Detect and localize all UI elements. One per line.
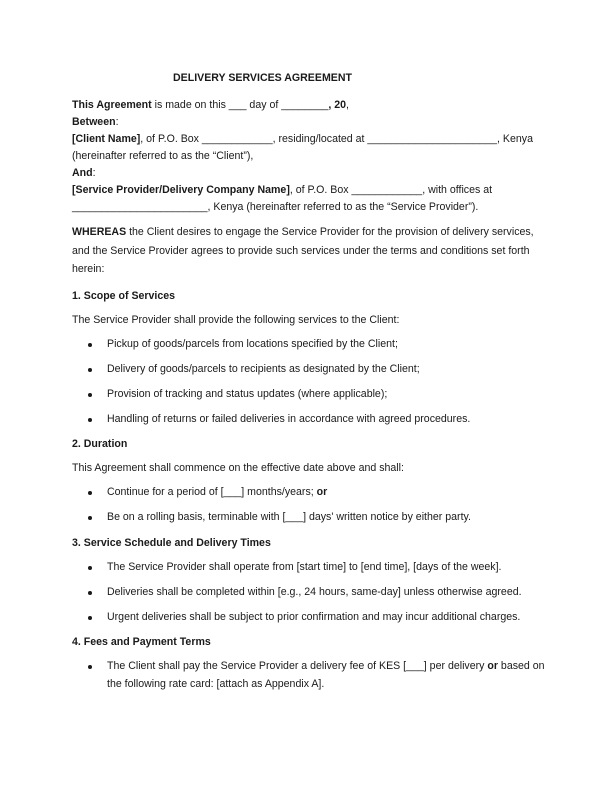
list-item-text: Handling of returns or failed deliveries in accordance with agreed procedures. bbox=[107, 412, 471, 425]
or-label: or bbox=[316, 486, 328, 498]
client-party-line bbox=[72, 131, 547, 148]
list-item-text: The Service Provider shall operate from [start time] to [end time], [days of the week]. bbox=[107, 560, 502, 573]
list-item bbox=[72, 584, 547, 602]
agreement-date-text: is made on this ___ day of ________ bbox=[151, 99, 329, 111]
agreement-label: This Agreement bbox=[72, 99, 152, 111]
bullet-icon bbox=[88, 566, 92, 570]
document-title: DELIVERY SERVICES AGREEMENT bbox=[173, 72, 352, 84]
scope-intro: The Service Provider shall provide the following services to the Client: bbox=[72, 313, 400, 326]
list-item-text: The Client shall pay the Service Provider a delivery fee of KES [___] per delivery bbox=[107, 660, 488, 672]
and-colon: : bbox=[92, 167, 96, 179]
bullet-icon bbox=[88, 516, 92, 520]
list-item bbox=[72, 386, 547, 404]
agreement-year: , 20 bbox=[328, 99, 347, 111]
between-colon: : bbox=[115, 116, 119, 128]
list-item bbox=[72, 361, 547, 379]
schedule-list bbox=[72, 559, 547, 627]
agreement-date-line bbox=[72, 97, 547, 114]
list-item-text: Be on a rolling basis, terminable with [___] days' written notice by either party. bbox=[107, 511, 471, 523]
list-item-text: Deliveries shall be completed within [e.g., 24 hours, same-day] unless otherwise agreed. bbox=[107, 585, 522, 598]
duration-intro: This Agreement shall commence on the effective date above and shall: bbox=[72, 462, 404, 474]
list-item-text: Pickup of goods/parcels from locations specified by the Client; bbox=[107, 337, 398, 350]
duration-list bbox=[72, 484, 547, 527]
bullet-icon bbox=[88, 418, 92, 422]
client-name: [Client Name] bbox=[72, 133, 141, 145]
section-heading-scope: 1. Scope of Services bbox=[72, 289, 176, 302]
section-heading-duration: 2. Duration bbox=[72, 438, 128, 450]
client-address: , of P.O. Box ____________, residing/located at ______________________, Kenya bbox=[140, 133, 533, 145]
provider-address: , of P.O. Box ____________, with offices at bbox=[289, 184, 493, 196]
bullet-icon bbox=[88, 665, 92, 669]
provider-name: [Service Provider/Delivery Company Name] bbox=[72, 184, 290, 196]
between-label: Between bbox=[72, 116, 116, 128]
bullet-icon bbox=[88, 616, 92, 620]
scope-list bbox=[72, 336, 547, 429]
list-item bbox=[72, 559, 547, 577]
whereas-label: WHEREAS bbox=[72, 226, 127, 238]
section-heading-fees: 4. Fees and Payment Terms bbox=[72, 636, 211, 648]
list-item-text: Continue for a period of [___] months/years; bbox=[107, 486, 317, 498]
between-line bbox=[72, 114, 547, 131]
section-heading-schedule: 3. Service Schedule and Delivery Times bbox=[72, 536, 271, 549]
bullet-icon bbox=[88, 343, 92, 347]
bullet-icon bbox=[88, 393, 92, 397]
list-item bbox=[72, 658, 547, 693]
bullet-icon bbox=[88, 368, 92, 372]
list-item bbox=[72, 484, 547, 502]
list-item-text: Provision of tracking and status updates (where applicable); bbox=[107, 387, 388, 400]
provider-reference: _______________________, Kenya (hereinafter referred to as the “Service Provider”). bbox=[72, 201, 479, 213]
bullet-icon bbox=[88, 591, 92, 595]
and-line bbox=[72, 165, 547, 182]
list-item-text: Delivery of goods/parcels to recipients as designated by the Client; bbox=[107, 362, 420, 375]
list-item bbox=[72, 336, 547, 354]
provider-party-line bbox=[72, 182, 547, 199]
list-item bbox=[72, 509, 547, 527]
agreement-year-end: , bbox=[346, 99, 349, 111]
whereas-clause bbox=[72, 223, 547, 279]
list-item bbox=[72, 609, 547, 627]
client-reference: (hereinafter referred to as the “Client”), bbox=[72, 150, 254, 162]
list-item-text: Urgent deliveries shall be subject to prior confirmation and may incur additional charges. bbox=[107, 610, 521, 623]
and-label: And bbox=[72, 167, 93, 179]
list-item-text-cont: based on the following rate card: [attach as Appendix A]. bbox=[107, 660, 545, 690]
fees-list bbox=[72, 658, 547, 693]
or-label: or bbox=[487, 660, 498, 672]
list-item bbox=[72, 411, 547, 429]
bullet-icon bbox=[88, 491, 92, 495]
document-body bbox=[72, 97, 547, 693]
whereas-text: the Client desires to engage the Service Provider for the provision of delivery services, and the Service Provider agrees to provide such services under the terms and conditions set forth herein: bbox=[72, 226, 534, 275]
